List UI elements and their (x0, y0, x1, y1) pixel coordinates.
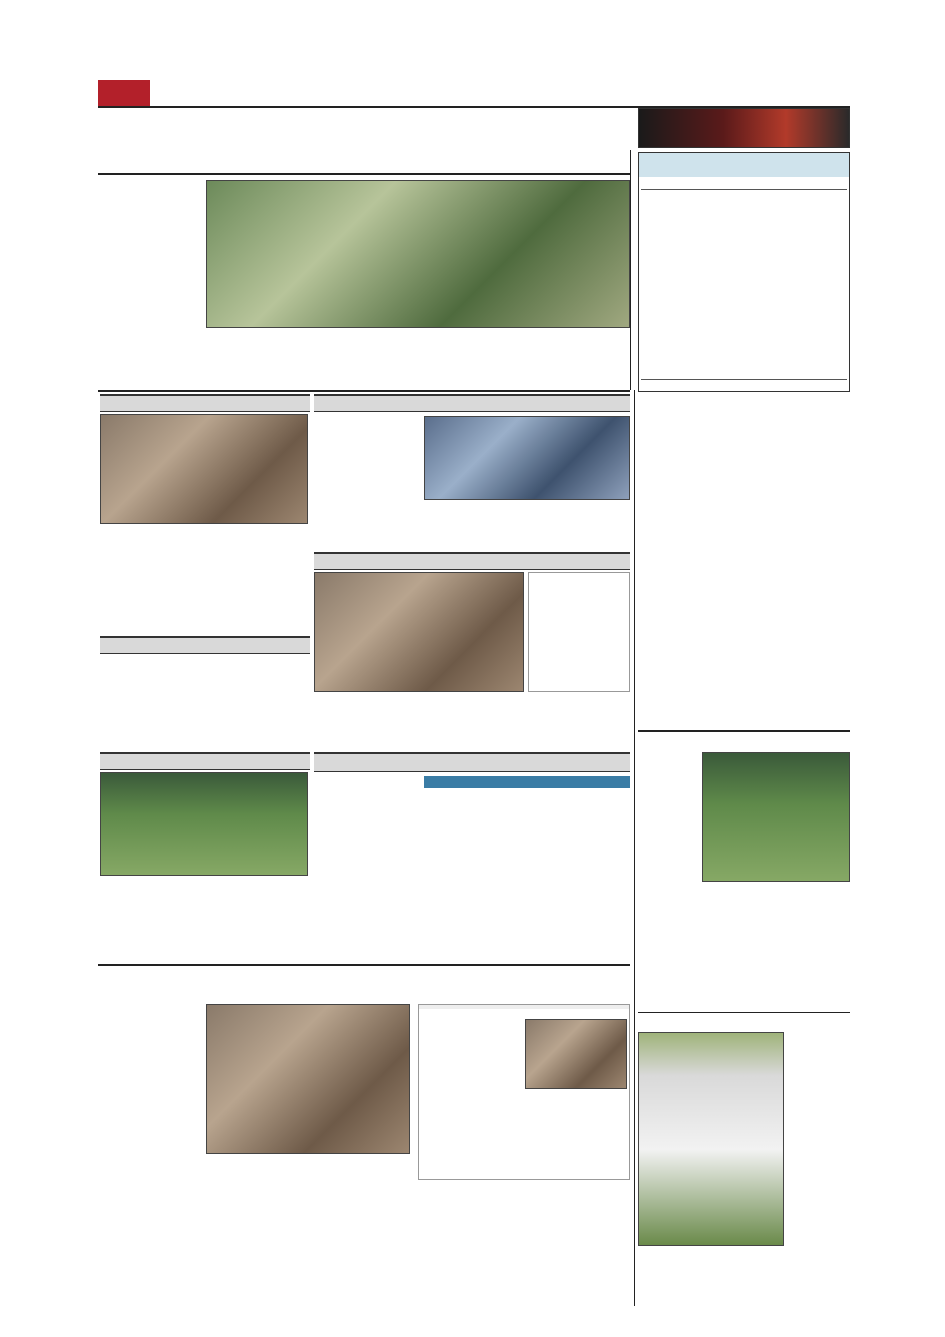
library-body-b (424, 518, 524, 548)
kpl-photo (702, 752, 850, 882)
bhavaikya-body (421, 1019, 521, 1179)
uniform-photo (100, 772, 308, 876)
rural-kicker-box (424, 776, 630, 788)
hemavathi-body (100, 656, 308, 748)
soldiers-body-e (524, 1182, 630, 1304)
uniform-headline-bar (100, 752, 310, 770)
cinema-box (638, 152, 850, 392)
library-photo (424, 416, 630, 500)
nair-body-a (788, 1032, 850, 1246)
multiplex-listings (638, 396, 850, 728)
commerce-body-a (100, 528, 200, 632)
hemavathi-headline-bar (100, 636, 310, 654)
bhavaikya-photo (525, 1019, 627, 1089)
nair-body-b (638, 1250, 850, 1306)
page-number-box (98, 80, 150, 106)
talent-headline-bar (314, 552, 630, 570)
rural-body-a (314, 776, 418, 960)
lead-rule (98, 173, 630, 175)
soldiers-body-d (418, 1182, 518, 1304)
lead-body-col3 (312, 350, 412, 384)
soldiers-photo (206, 1004, 410, 1154)
bhavaikya-body-b (525, 1093, 627, 1177)
nair-top-rule (638, 1012, 850, 1013)
cinema-legend (641, 379, 847, 382)
kpl-body-b (638, 886, 850, 1008)
lead-photo-caption (206, 330, 630, 346)
lead-body-col4 (418, 350, 518, 384)
commerce-photo (100, 414, 308, 524)
library-body (314, 416, 418, 504)
cinema-header-row (641, 189, 847, 190)
rural-headline-bar (314, 752, 630, 772)
lead-bottom-rule (98, 390, 630, 392)
lead-dateline (100, 180, 200, 220)
rural-body-b (424, 792, 524, 960)
cinema-title (639, 153, 849, 177)
soldiers-body-a (100, 1004, 200, 1304)
lead-body-col2 (206, 350, 306, 384)
talent-photo (314, 572, 524, 692)
library-body-c (530, 518, 630, 548)
page-header (98, 80, 850, 106)
library-headline-bar (314, 394, 630, 412)
bandhan-box (528, 572, 630, 692)
soldiers-body-b (206, 1182, 306, 1304)
soldiers-top-rule (98, 964, 630, 966)
bhavaikya-headline (419, 1005, 629, 1009)
soldiers-photo-caption (206, 1156, 410, 1178)
library-photo-caption (424, 502, 630, 516)
entertainment-banner (638, 108, 850, 148)
col-divider-lead (630, 150, 631, 390)
lead-body (100, 222, 200, 380)
uniform-body (100, 880, 308, 962)
kpl-body-a (638, 752, 698, 882)
lead-photo (206, 180, 630, 328)
nair-photo (638, 1032, 784, 1246)
rural-body-c (530, 792, 630, 960)
commerce-headline-bar (100, 394, 310, 412)
bandhan-body (531, 587, 627, 689)
commerce-body-b (206, 528, 308, 632)
soldiers-body-c (312, 1182, 412, 1304)
kpl-top-rule (638, 730, 850, 732)
talent-body (314, 696, 624, 746)
bhavaikya-box (418, 1004, 630, 1180)
right-column-rule (634, 390, 635, 1306)
